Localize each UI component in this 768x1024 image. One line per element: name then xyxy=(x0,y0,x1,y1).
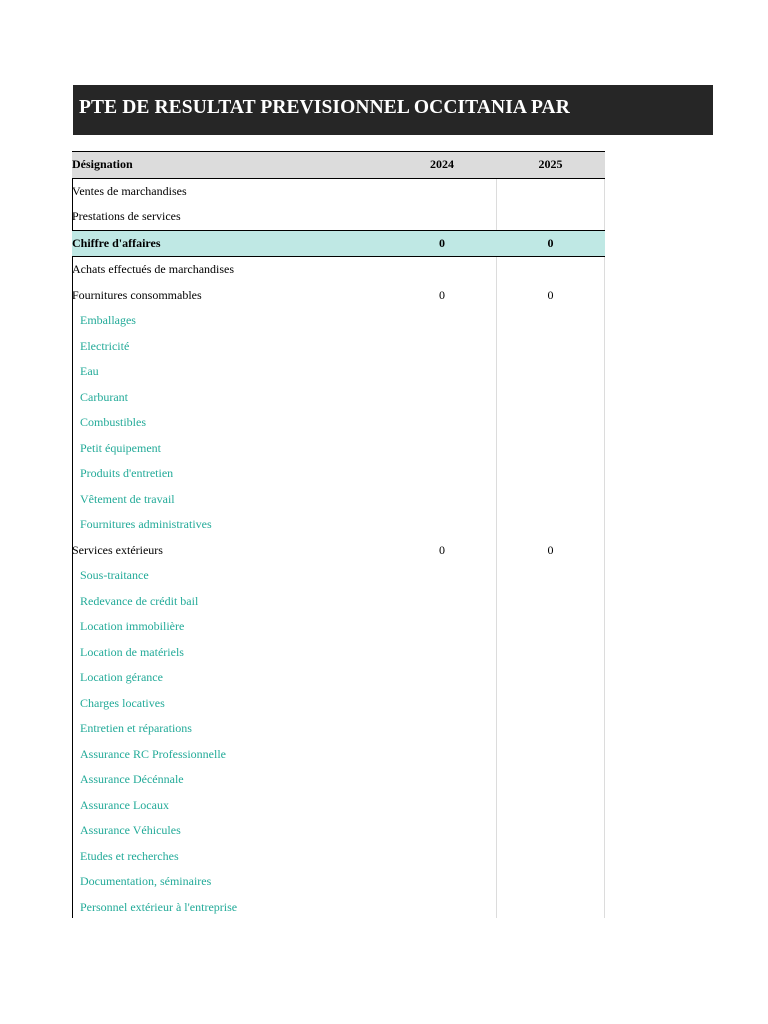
row-value-2024 xyxy=(388,844,496,870)
row-value-2024 xyxy=(388,487,496,513)
row-label: Chiffre d'affaires xyxy=(72,230,388,257)
table-row xyxy=(72,895,605,921)
row-value-2025 xyxy=(496,461,605,487)
row-value-2025 xyxy=(496,742,605,768)
row-value-2025 xyxy=(496,640,605,666)
row-label: Documentation, séminaires xyxy=(80,874,212,889)
row-label: Location gérance xyxy=(80,670,163,685)
header-year-2024: 2024 xyxy=(388,152,496,179)
row-label: Electricité xyxy=(80,338,130,353)
table-row xyxy=(72,589,605,615)
row-value-2024 xyxy=(388,308,496,334)
row-label: Location immobilière xyxy=(80,619,185,634)
row-value-2024: 0 xyxy=(388,230,496,257)
row-value-2024 xyxy=(388,716,496,742)
row-value-2025 xyxy=(496,436,605,462)
title-bar xyxy=(73,85,713,135)
table-row xyxy=(72,461,605,487)
row-label: Combustibles xyxy=(80,415,147,430)
row-label: Vêtement de travail xyxy=(80,491,175,506)
row-value-2025 xyxy=(496,869,605,895)
row-value-2025 xyxy=(496,716,605,742)
row-value-2024 xyxy=(388,204,496,230)
row-value-2025 xyxy=(496,563,605,589)
row-value-2025 xyxy=(496,308,605,334)
table-row xyxy=(72,487,605,513)
row-value-2024: 0 xyxy=(439,542,445,557)
page-title: PTE DE RESULTAT PREVISIONNEL OCCITANIA PAR xyxy=(79,97,570,118)
row-label: Redevance de crédit bail xyxy=(80,593,199,608)
table-row xyxy=(72,767,605,793)
row-label: Carburant xyxy=(80,389,128,404)
row-label: Produits d'entretien xyxy=(80,466,174,481)
table-row xyxy=(72,512,605,538)
row-value-2024 xyxy=(388,793,496,819)
table-row xyxy=(72,359,605,385)
row-value-2024 xyxy=(388,589,496,615)
table-row xyxy=(72,818,605,844)
row-value-2025: 0 xyxy=(547,287,554,302)
row-value-2025 xyxy=(496,410,605,436)
table-row xyxy=(72,283,605,309)
row-label: Fournitures administratives xyxy=(80,517,212,532)
table-row xyxy=(72,204,605,230)
row-label: Eau xyxy=(80,364,99,379)
row-label: Charges locatives xyxy=(80,695,165,710)
header-year-2025: 2025 xyxy=(496,152,605,179)
table-row xyxy=(72,742,605,768)
table-row xyxy=(72,716,605,742)
row-value-2024 xyxy=(388,512,496,538)
row-value-2024 xyxy=(388,818,496,844)
row-label: Emballages xyxy=(80,313,136,328)
row-label: Assurance Véhicules xyxy=(80,823,181,838)
row-label: Etudes et recherches xyxy=(80,848,179,863)
row-value-2024 xyxy=(388,334,496,360)
row-value-2024 xyxy=(388,461,496,487)
table-row xyxy=(72,844,605,870)
table-row xyxy=(72,436,605,462)
row-value-2024 xyxy=(388,869,496,895)
row-value-2024 xyxy=(388,410,496,436)
row-value-2025 xyxy=(496,895,605,921)
table-row xyxy=(72,385,605,411)
row-value-2024 xyxy=(388,359,496,385)
row-value-2024 xyxy=(388,767,496,793)
table-row xyxy=(72,563,605,589)
row-label: Assurance RC Professionnelle xyxy=(80,746,226,761)
row-label: Location de matériels xyxy=(80,644,184,659)
row-value-2024 xyxy=(388,385,496,411)
table-row xyxy=(72,614,605,640)
row-value-2024 xyxy=(388,742,496,768)
row-value-2025 xyxy=(496,691,605,717)
row-label: Ventes de marchandises xyxy=(72,183,187,198)
row-value-2025 xyxy=(496,793,605,819)
row-value-2025 xyxy=(496,359,605,385)
forecast-table xyxy=(72,151,605,920)
row-label: Entretien et réparations xyxy=(80,721,192,736)
row-value-2024 xyxy=(388,257,496,283)
table-row xyxy=(72,691,605,717)
row-value-2024 xyxy=(388,436,496,462)
row-value-2024 xyxy=(388,640,496,666)
row-value-2025 xyxy=(496,334,605,360)
row-value-2025 xyxy=(496,512,605,538)
row-value-2025 xyxy=(496,204,605,230)
row-label: Services extérieurs xyxy=(72,542,163,557)
row-value-2025 xyxy=(496,178,605,204)
row-value-2024 xyxy=(388,895,496,921)
row-value-2024 xyxy=(388,691,496,717)
row-label: Petit équipement xyxy=(80,440,161,455)
row-label: Prestations de services xyxy=(72,209,181,224)
row-label: Achats effectués de marchandises xyxy=(72,262,235,277)
row-value-2024: 0 xyxy=(439,287,445,302)
table-row xyxy=(72,334,605,360)
table-row xyxy=(72,869,605,895)
table-row xyxy=(72,665,605,691)
row-value-2025 xyxy=(496,818,605,844)
row-value-2025 xyxy=(496,385,605,411)
row-value-2025: 0 xyxy=(496,230,605,257)
row-value-2025 xyxy=(496,767,605,793)
header-designation: Désignation xyxy=(72,152,388,179)
row-value-2024 xyxy=(388,665,496,691)
row-label: Personnel extérieur à l'entreprise xyxy=(80,899,238,914)
table-row xyxy=(72,178,605,204)
row-value-2025 xyxy=(496,844,605,870)
row-label: Sous-traitance xyxy=(80,568,149,583)
row-label: Assurance Locaux xyxy=(80,797,169,812)
row-value-2024 xyxy=(388,563,496,589)
table-row xyxy=(72,538,605,564)
row-value-2025: 0 xyxy=(547,542,554,557)
table-row xyxy=(72,410,605,436)
table-row xyxy=(72,308,605,334)
total-row xyxy=(72,230,605,257)
row-value-2024 xyxy=(388,614,496,640)
row-value-2025 xyxy=(496,257,605,283)
table-row xyxy=(72,640,605,666)
row-value-2025 xyxy=(496,665,605,691)
table-header-row xyxy=(72,152,605,179)
row-value-2024 xyxy=(388,178,496,204)
table-row xyxy=(72,257,605,283)
row-value-2025 xyxy=(496,614,605,640)
row-label: Fournitures consommables xyxy=(72,287,202,302)
row-label: Assurance Décénnale xyxy=(80,772,184,787)
row-value-2025 xyxy=(496,487,605,513)
table-row xyxy=(72,793,605,819)
row-value-2025 xyxy=(496,589,605,615)
